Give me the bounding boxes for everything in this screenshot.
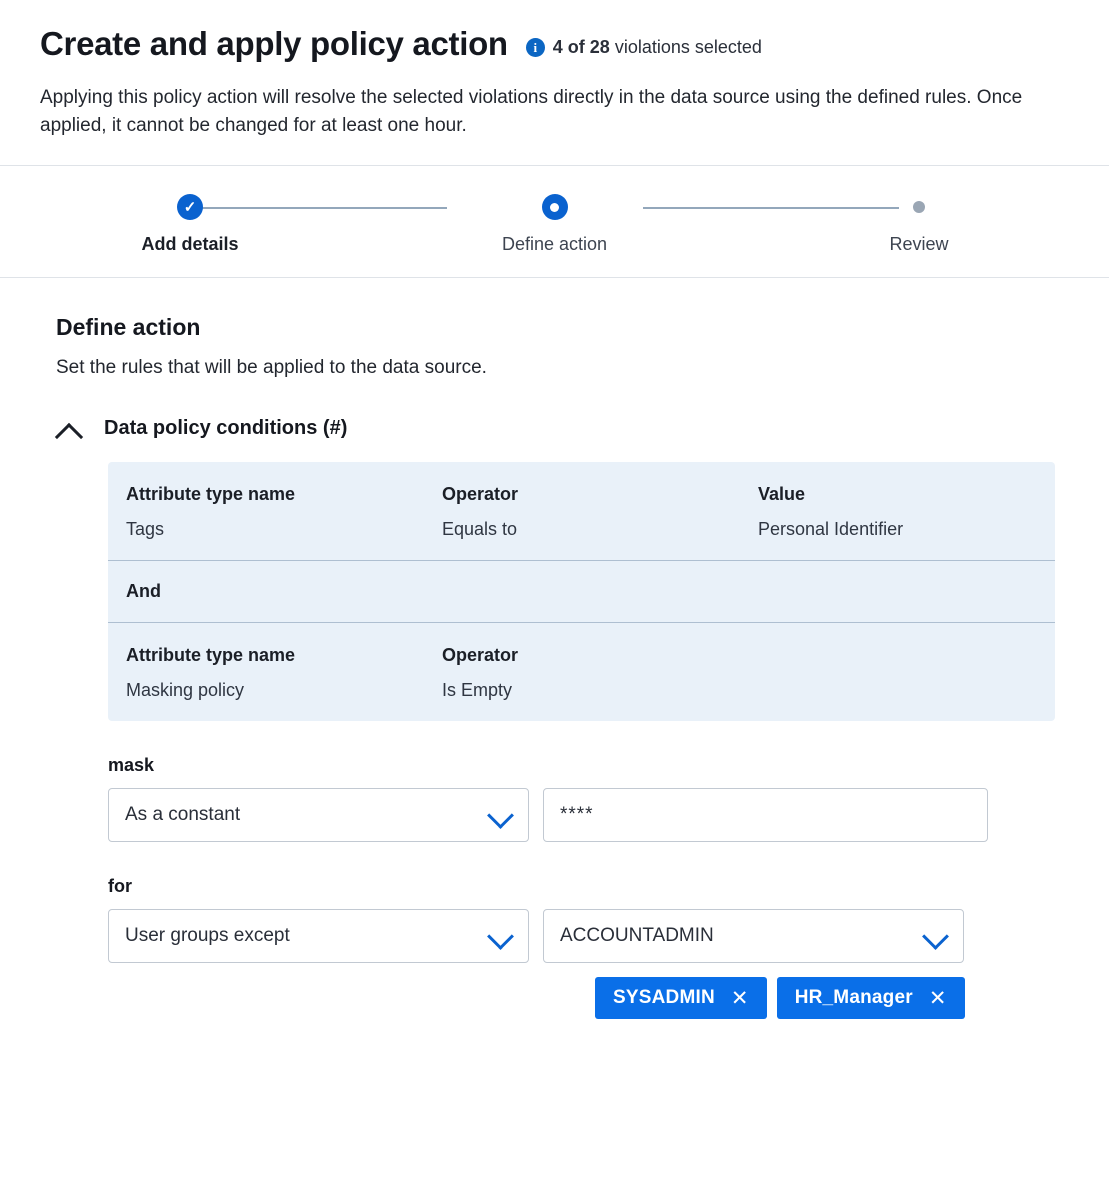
dialog-header bbox=[0, 0, 1109, 165]
for-scope-select[interactable] bbox=[108, 909, 529, 963]
step-label-add-details: Add details bbox=[141, 234, 239, 255]
for-usergroup-select[interactable] bbox=[543, 909, 964, 963]
for-label: for bbox=[108, 876, 132, 897]
selection-info bbox=[526, 37, 762, 58]
step-marker-todo-icon bbox=[913, 201, 925, 213]
data-policy-conditions-toggle[interactable] bbox=[56, 417, 1069, 440]
chip-sysadmin[interactable] bbox=[595, 977, 767, 1019]
chip-hr-manager[interactable] bbox=[777, 977, 965, 1019]
for-row bbox=[108, 909, 1069, 963]
condition-1-header-operator: Operator bbox=[442, 484, 519, 505]
condition-2-values bbox=[126, 666, 1037, 701]
section-subtitle: Set the rules that will be applied to the data source. bbox=[56, 357, 487, 379]
for-field-group bbox=[108, 876, 1069, 1019]
condition-1-header-value: Value bbox=[758, 484, 806, 505]
step-add-details[interactable] bbox=[100, 194, 280, 255]
condition-row-1 bbox=[108, 462, 1055, 560]
step-label-review: Review bbox=[889, 234, 949, 255]
chevron-up-icon[interactable] bbox=[56, 421, 82, 437]
step-marker-current-icon bbox=[542, 194, 568, 220]
condition-1-value-value: Personal Identifier bbox=[758, 519, 904, 540]
mask-type-select-value: As a constant bbox=[125, 804, 241, 826]
chevron-down-icon[interactable] bbox=[488, 808, 512, 822]
for-usergroup-select-value: ACCOUNTADMIN bbox=[560, 925, 714, 947]
selection-suffix: violations selected bbox=[609, 36, 762, 57]
data-policy-conditions-title: Data policy conditions (#) bbox=[104, 417, 348, 440]
condition-2-value-value bbox=[758, 666, 1037, 701]
selection-info-text bbox=[553, 37, 762, 58]
condition-1-attribute-value: Tags bbox=[126, 519, 165, 540]
stepper-container bbox=[0, 165, 1109, 278]
condition-2-attribute-value: Masking policy bbox=[126, 680, 245, 701]
close-icon[interactable]: ✕ bbox=[928, 986, 947, 1010]
condition-2-header-value bbox=[758, 645, 1037, 666]
condition-1-values bbox=[126, 505, 1037, 540]
close-icon[interactable]: ✕ bbox=[730, 986, 749, 1010]
title-row bbox=[40, 26, 1069, 62]
condition-1-header-attribute: Attribute type name bbox=[126, 484, 296, 505]
chip-label: HR_Manager bbox=[794, 987, 913, 1009]
mask-field-group bbox=[108, 755, 1069, 842]
condition-1-headers bbox=[126, 484, 1037, 505]
condition-1-operator-value: Equals to bbox=[442, 519, 518, 540]
mask-constant-input[interactable]: **** bbox=[543, 788, 988, 842]
mask-type-select[interactable] bbox=[108, 788, 529, 842]
chevron-down-icon[interactable] bbox=[488, 929, 512, 943]
stepper bbox=[100, 194, 1009, 255]
condition-2-header-operator: Operator bbox=[442, 645, 519, 666]
section-title: Define action bbox=[56, 314, 201, 341]
chevron-down-icon[interactable] bbox=[923, 929, 947, 943]
step-marker-done-icon: ✓ bbox=[177, 194, 203, 220]
condition-row-2 bbox=[108, 623, 1055, 721]
selected-usergroup-chips bbox=[595, 977, 1069, 1019]
selection-count: 4 of 28 bbox=[552, 36, 610, 57]
for-scope-select-value: User groups except bbox=[125, 925, 290, 947]
mask-row bbox=[108, 788, 1069, 842]
conditions-panel bbox=[108, 462, 1055, 721]
condition-2-header-attribute: Attribute type name bbox=[126, 645, 296, 666]
dialog-description: Applying this policy action will resolve the selected violations directly in the data source using the defined rules. Once applied, it cannot be changed for at least one hour. bbox=[40, 87, 1023, 136]
condition-2-operator-value: Is Empty bbox=[442, 680, 513, 701]
page-title: Create and apply policy action bbox=[40, 25, 508, 62]
step-review[interactable] bbox=[829, 194, 1009, 255]
main-content bbox=[0, 278, 1109, 1019]
chip-label: SYSADMIN bbox=[613, 987, 715, 1009]
step-define-action[interactable] bbox=[465, 194, 645, 255]
mask-label: mask bbox=[108, 755, 155, 776]
info-icon: i bbox=[526, 38, 545, 57]
step-label-define-action: Define action bbox=[501, 234, 608, 255]
condition-join-operator: And bbox=[126, 581, 161, 602]
condition-2-headers bbox=[126, 645, 1037, 666]
